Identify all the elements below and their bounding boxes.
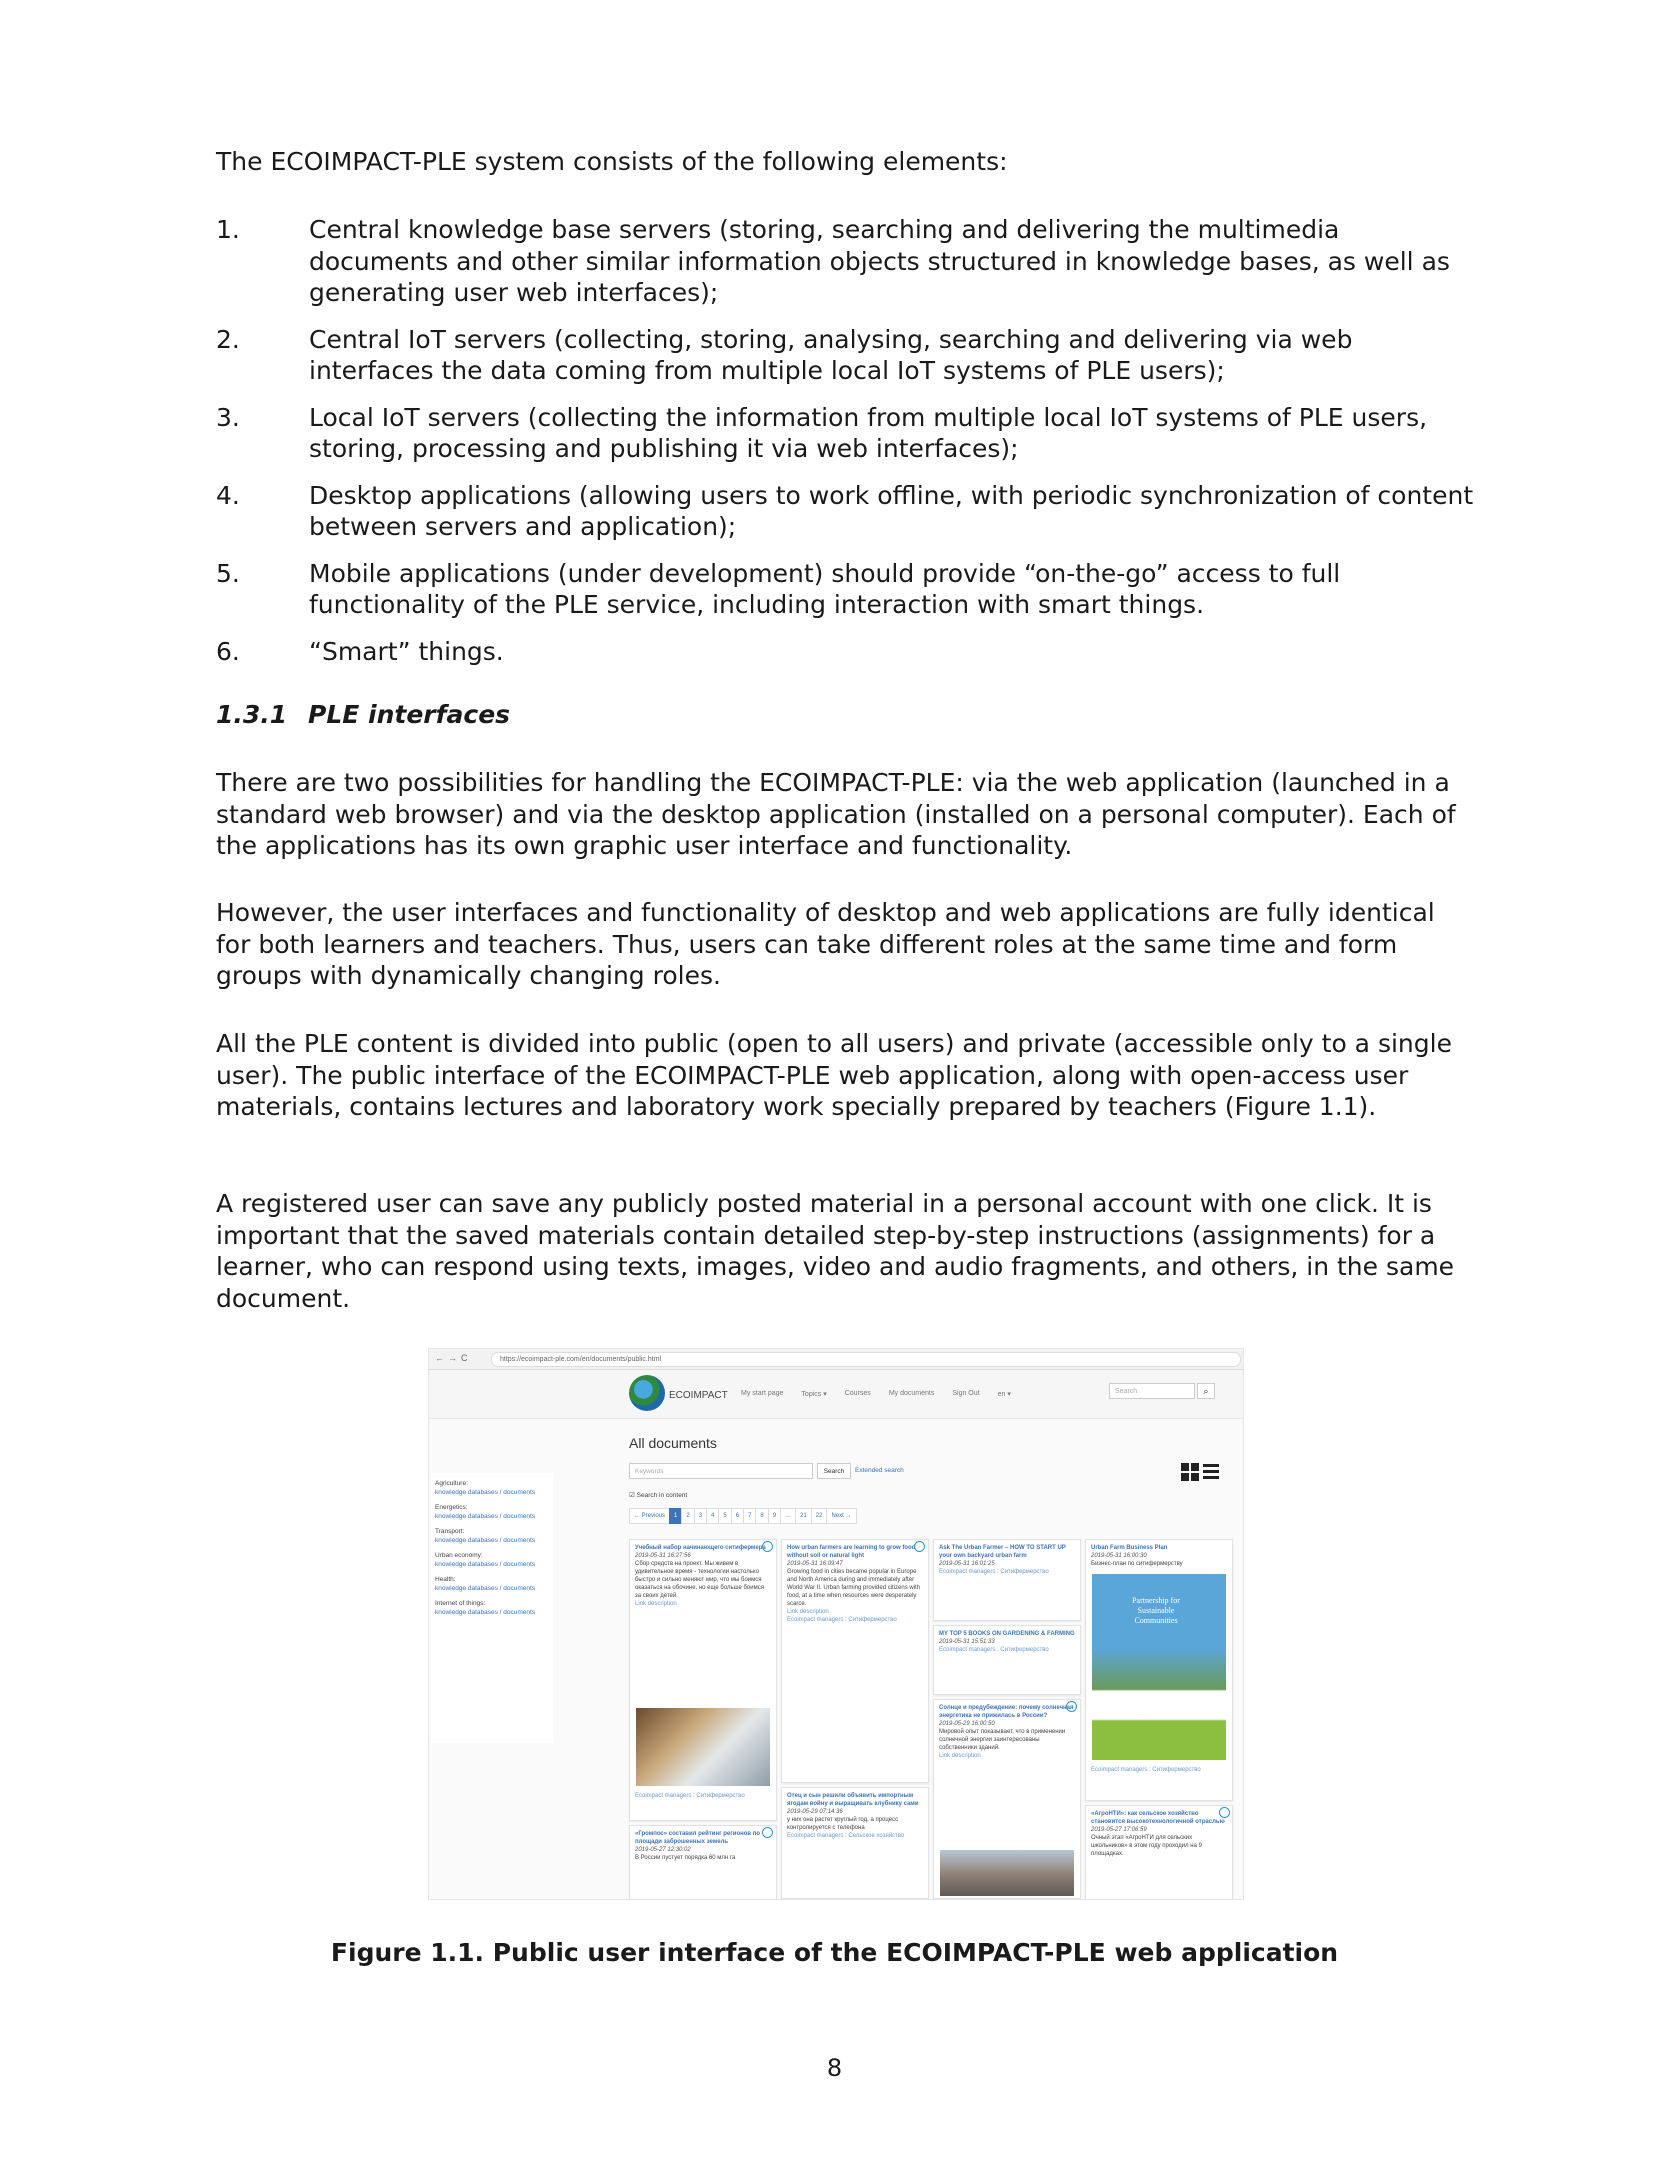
card-meta[interactable]: Ecoimpact managers : Ситифермерство	[787, 1617, 897, 1623]
card-date: 2019-05-31 15:51:33	[939, 1639, 995, 1645]
card-link[interactable]: Link description	[635, 1601, 677, 1607]
sidebar-link[interactable]: knowledge databases / documents	[435, 1561, 536, 1568]
url-field[interactable]: https://ecoimpact-ple.com/en/documents/public.html	[491, 1352, 1241, 1367]
nav-menu	[741, 1390, 1011, 1398]
card-text: Мировой опыт показывает, что в применении солнечной энергии заинтересованы собственники зданий.	[939, 1729, 1066, 1751]
extended-search-link[interactable]: Extended search	[855, 1467, 904, 1474]
globe-logo-icon[interactable]	[629, 1375, 665, 1411]
document-card[interactable]	[1085, 1805, 1233, 1900]
card-text: В России пустует порядка 60 млн га	[635, 1855, 736, 1861]
search-in-content-checkbox[interactable]	[629, 1491, 687, 1499]
list-text: Local IoT servers (collecting the information from multiple local IoT systems of PLE users, storing, processing and publishing it via web interfaces);	[309, 402, 1428, 463]
card-link[interactable]: Link description	[939, 1753, 981, 1759]
pagination	[629, 1508, 856, 1524]
list-text: Mobile applications (under development) should provide “on-the-go” access to full functionality of the PLE service, including interaction with smart things.	[309, 558, 1341, 619]
pagination-page[interactable]: 1	[669, 1508, 682, 1524]
globe-icon	[1219, 1807, 1230, 1818]
card-meta[interactable]: Ecoimpact managers : Ситифермерство	[635, 1793, 745, 1799]
card-date: 2019-05-31 16:09:47	[787, 1561, 843, 1567]
card-meta[interactable]: Ecoimpact managers : Ситифермерство	[939, 1647, 1049, 1653]
list-item	[216, 402, 1476, 465]
brand-name[interactable]: ECOIMPACT	[669, 1390, 728, 1401]
nav-item[interactable]: My documents	[888, 1390, 935, 1397]
pagination-page[interactable]: 21	[795, 1508, 812, 1524]
card-image	[940, 1850, 1074, 1896]
sidebar-group	[435, 1527, 553, 1545]
card-date: 2019-05-27 17:06:59	[1091, 1827, 1147, 1833]
pagination-page[interactable]: 4	[706, 1508, 719, 1524]
sidebar-group	[435, 1503, 553, 1521]
card-date: 2019-05-31 16:00:30	[1091, 1553, 1147, 1559]
card-meta[interactable]: Ecoimpact managers : Ситифермерство	[1091, 1767, 1201, 1773]
nav-item[interactable]: My start page	[741, 1390, 784, 1397]
list-view-icon[interactable]	[1203, 1464, 1219, 1480]
sidebar-link[interactable]: knowledge databases / documents	[435, 1489, 536, 1496]
card-text: Бизнес-план по ситифермерству	[1091, 1561, 1183, 1567]
search-input[interactable]: Search	[1109, 1383, 1195, 1399]
list-number: 4.	[216, 480, 240, 510]
pagination-page[interactable]: 7	[743, 1508, 756, 1524]
card-title[interactable]: «Громпос» составил рейтинг регионов по площади заброшенных земель	[635, 1831, 761, 1845]
intro-paragraph: The ECOIMPACT-PLE system consists of the following elements:	[216, 147, 1008, 176]
globe-icon	[762, 1827, 773, 1838]
pagination-next[interactable]: Next →	[826, 1508, 856, 1524]
document-card[interactable]	[781, 1539, 929, 1783]
sidebar-link[interactable]: knowledge databases / documents	[435, 1537, 536, 1544]
card-meta[interactable]: Ecoimpact managers : Ситифермерство	[939, 1569, 1049, 1575]
card-title[interactable]: How urban farmers are learning to grow food without soil or natural light	[787, 1545, 916, 1559]
search-icon[interactable]: ⌕	[1197, 1383, 1215, 1399]
list-text: Central knowledge base servers (storing, searching and delivering the multimedia documents and other similar information objects structured in knowledge bases, as well as generating user web interfaces);	[309, 215, 1450, 307]
card-text: Сбор средств на проект. Мы живем в удивительное время - технологии настолько быстро и сильно меняют мир, что мы боимся оказаться на обочине, но еще больше боимся за своих детей.	[635, 1561, 764, 1599]
card-title[interactable]: Отец и сын решили объявить импортным ягодам войну и выращивать клубнику сами	[787, 1793, 919, 1807]
card-date: 2019-05-29 07:14:36	[787, 1809, 843, 1815]
card-text: у них она растет круглый год, а процесс контролируется с телефона	[787, 1817, 899, 1831]
document-card[interactable]	[933, 1539, 1081, 1621]
card-date: 2019-05-31 16:01:25	[939, 1561, 995, 1567]
pagination-page[interactable]: 2	[681, 1508, 694, 1524]
sidebar-category: Transport:	[435, 1528, 465, 1535]
card-text: Очный этап «АгроНТИ для сельских школьников» в этом году проходил на 9 площадках.	[1091, 1835, 1202, 1857]
sidebar-category: Agriculture:	[435, 1480, 468, 1487]
card-title[interactable]: Солнце и предубеждение: почему солнечная энергетика не прижилась в России?	[939, 1705, 1074, 1719]
card-image	[1092, 1574, 1226, 1760]
card-title[interactable]: «АгроНТИ»: как сельское хозяйство становится высокотехнологичной отраслью	[1091, 1811, 1225, 1825]
browser-address-bar	[429, 1349, 1243, 1370]
browser-nav-icons[interactable]: ←→C	[435, 1353, 472, 1363]
pagination-prev[interactable]: ← Previous	[629, 1508, 670, 1524]
pagination-page[interactable]: 9	[768, 1508, 781, 1524]
pagination-page[interactable]: 22	[811, 1508, 828, 1524]
list-number: 3.	[216, 402, 240, 432]
list-number: 2.	[216, 324, 240, 354]
section-heading	[216, 700, 510, 729]
pagination-page[interactable]: 8	[755, 1508, 768, 1524]
section-number: 1.3.1	[216, 700, 288, 729]
paragraph: However, the user interfaces and functionality of desktop and web applications are fully identical for both learners and teachers. Thus, users can take different roles at the same time and form groups with dynamically changing roles.	[216, 898, 1435, 990]
list-item	[216, 214, 1476, 309]
nav-item[interactable]: Courses	[844, 1390, 871, 1397]
paragraph: All the PLE content is divided into public (open to all users) and private (accessible only to a single user). The public interface of the ECOIMPACT-PLE web application, along with open-access user materials, contains lectures and laboratory work specially prepared by teachers (Figure 1.1).	[216, 1029, 1452, 1121]
list-item	[216, 558, 1476, 621]
card-title[interactable]: Ask The Urban Farmer – HOW TO START UP your own backyard urban farm	[939, 1545, 1066, 1559]
sidebar-group	[435, 1479, 553, 1497]
section-title: PLE interfaces	[308, 700, 511, 729]
sidebar-category: Energetics:	[435, 1504, 468, 1511]
sidebar-group	[435, 1575, 553, 1593]
keywords-input[interactable]: Keywords	[629, 1463, 813, 1479]
card-title[interactable]: Учебный набор начинающего ситифермера	[635, 1545, 766, 1551]
checkbox-label: Search in content	[636, 1492, 688, 1499]
paragraph: There are two possibilities for handling the ECOIMPACT-PLE: via the web application (launched in a standard web browser) and via the desktop application (installed on a personal computer). Each of the applications has its own graphic user interface and functionality.	[216, 768, 1456, 860]
card-title[interactable]: MY TOP 5 BOOKS ON GARDENING & FARMING	[939, 1631, 1075, 1637]
search-button[interactable]: Search	[817, 1463, 851, 1479]
nav-item[interactable]: en ▾	[997, 1391, 1011, 1398]
card-date: 2019-05-29 16:00:50	[939, 1721, 995, 1727]
globe-icon	[914, 1541, 925, 1552]
sidebar-group	[435, 1599, 553, 1617]
figure-caption: Figure 1.1. Public user interface of the ECOIMPACT-PLE web application	[330, 1938, 1339, 1967]
list-number: 5.	[216, 558, 240, 588]
element-list	[216, 214, 1476, 682]
document-card[interactable]	[933, 1625, 1081, 1695]
globe-icon	[762, 1541, 773, 1552]
list-text: “Smart” things.	[309, 636, 504, 666]
sidebar-category: Health:	[435, 1576, 456, 1583]
list-number: 6.	[216, 636, 240, 666]
topics-sidebar	[431, 1473, 553, 1743]
card-title[interactable]: Urban Farm Business Plan	[1091, 1545, 1168, 1551]
document-card[interactable]	[629, 1825, 777, 1900]
figure-screenshot	[428, 1348, 1244, 1900]
sidebar-link[interactable]: knowledge databases / documents	[435, 1513, 536, 1520]
list-number: 1.	[216, 215, 240, 244]
sidebar-category: Internet of things:	[435, 1600, 486, 1607]
site-navbar	[429, 1370, 1243, 1419]
card-meta[interactable]: Ecoimpact managers : Сельское хозяйство	[787, 1833, 905, 1839]
nav-item[interactable]: Topics ▾	[801, 1391, 827, 1398]
card-image	[636, 1708, 770, 1786]
pagination-page[interactable]: 6	[731, 1508, 744, 1524]
nav-item[interactable]: Sign Out	[952, 1390, 980, 1397]
document-card[interactable]	[1085, 1539, 1233, 1801]
page-title: All documents	[629, 1435, 717, 1451]
list-text: Desktop applications (allowing users to work offline, with periodic synchronization of content between servers and application);	[309, 480, 1474, 541]
page-number: 8	[826, 2054, 843, 2082]
list-item	[216, 480, 1476, 543]
list-item	[216, 324, 1476, 387]
pagination-ellipsis: …	[780, 1508, 796, 1524]
document-card[interactable]	[629, 1539, 777, 1821]
list-text: Central IoT servers (collecting, storing, analysing, searching and delivering via web interfaces the data coming from multiple local IoT systems of PLE users);	[309, 324, 1353, 385]
sidebar-group	[435, 1551, 553, 1569]
grid-view-icon[interactable]	[1181, 1463, 1199, 1481]
card-link[interactable]: Link description	[787, 1609, 829, 1615]
pagination-page[interactable]: 5	[718, 1508, 731, 1524]
checkbox-icon[interactable]: ☑	[629, 1492, 635, 1499]
document-card[interactable]	[781, 1787, 929, 1899]
paragraph: A registered user can save any publicly posted material in a personal account with one click. It is important that the saved materials contain detailed step-by-step instructions (assignments) for a learner, who can respond using texts, images, video and audio fragments, and others, in the same document.	[216, 1189, 1455, 1313]
globe-icon	[1066, 1701, 1077, 1712]
document-card[interactable]	[933, 1699, 1081, 1899]
sidebar-link[interactable]: knowledge databases / documents	[435, 1609, 536, 1616]
sidebar-category: Urban economy:	[435, 1552, 483, 1559]
pagination-page[interactable]: 3	[694, 1508, 707, 1524]
list-item	[216, 636, 1476, 668]
card-text: Growing food in cities became popular in Europe and North America during and immediately after World War II. Urban farming provided citizens with food, at a time when resources were desperately scarce.	[787, 1569, 921, 1607]
brochure-text: Partnership for Sustainable Communities	[1132, 1596, 1180, 1625]
sidebar-link[interactable]: knowledge databases / documents	[435, 1585, 536, 1592]
card-date: 2019-05-27 12:30:02	[635, 1847, 691, 1853]
card-date: 2019-05-31 16:27:56	[635, 1553, 691, 1559]
